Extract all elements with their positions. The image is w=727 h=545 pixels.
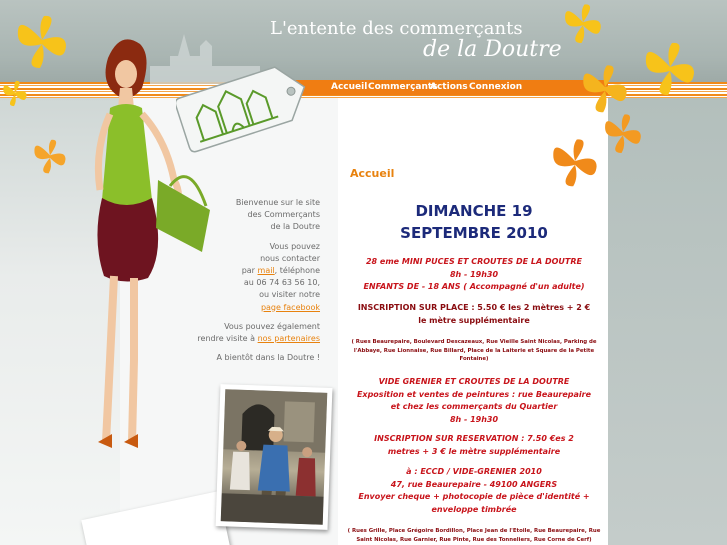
welcome-line: des Commerçants <box>247 210 320 220</box>
visit-line: ou visiter notre <box>259 290 320 300</box>
site-title-line2: de la Doutre <box>423 37 562 62</box>
butterfly-icon <box>0 78 30 108</box>
event-block-reservation: INSCRIPTION SUR RESERVATION : 7.50 €es 2 metres + 3 € le mètre supplémentaire <box>374 434 574 456</box>
partners-link[interactable]: nos partenaires <box>257 334 320 344</box>
event-photo <box>216 384 333 530</box>
facebook-link[interactable]: page facebook <box>260 302 320 312</box>
event-date: DIMANCHE 19 SEPTEMBRE 2010 <box>400 202 548 242</box>
site-title-line1: L'entente des commerçants <box>270 18 523 39</box>
nav-connexion[interactable]: Connexion <box>469 82 523 92</box>
butterfly-icon <box>12 10 72 72</box>
page-title: Accueil <box>350 167 395 180</box>
goodbye-text: A bientôt dans la Doutre ! <box>216 353 320 363</box>
butterfly-icon <box>548 134 602 190</box>
nav-actions[interactable]: Actions <box>430 82 468 92</box>
contact-line: nous contacter <box>260 253 320 263</box>
event-block-puces: 28 eme MINI PUCES ET CROUTES DE LA DOUTRE 8h - 19h30 ENFANTS DE - 18 ANS ( Accompagné d'un adulte) <box>363 257 585 292</box>
mail-link[interactable]: mail <box>257 266 275 276</box>
sidebar <box>190 197 320 364</box>
butterfly-icon <box>600 110 646 156</box>
welcome-line: de la Doutre <box>270 222 320 232</box>
right-background <box>608 98 727 545</box>
phone-number: au 06 74 63 56 10, <box>243 278 320 288</box>
event-block-vide-grenier: VIDE GRENIER ET CROUTES DE LA DOUTRE Exposition et ventes de peintures : rue Beaurepaire et chez les commerçants du Quartier 8h - 19h30 <box>356 377 592 424</box>
event-block-inscription: INSCRIPTION SUR PLACE : 5.50 € les 2 mètres + 2 € le mètre supplémentaire <box>357 303 591 325</box>
contact-line: Vous pouvez <box>269 241 320 251</box>
facebook-line <box>190 302 320 314</box>
event-block-streets: ( Rues Beaurepaire, Boulevard Descazeaux, Rue Vieille Saint Nicolas, Parking de l'Abbaye, Rue Lionnaise, Rue Billard, Place de la Laiterie et Square de la Petite Fontaine) <box>351 339 597 363</box>
butterfly-icon <box>640 36 700 100</box>
nav-accueil[interactable]: Accueil <box>331 82 368 92</box>
welcome-line: Bienvenue sur le site <box>235 198 320 207</box>
event-block-address: à : ECCD / VIDE-GRENIER 2010 47, rue Beaurepaire - 49100 ANGERS Envoyer cheque + photocopie de pièce d'identité + enveloppe timbrée <box>358 467 590 514</box>
butterfly-icon <box>560 0 606 46</box>
partners-link-line: rendre visite à nos partenaires <box>197 334 320 344</box>
butterfly-icon <box>578 60 632 116</box>
event-block-streets-2: ( Rues Grille, Place Grégoire Bordillon, Place Jean de l'Etoile, Rue Beaurepaire, Rue Saint Nicolas, Rue Garnier, Rue Pinte, Rue des Tonneliers, Rue Corne de Cerf) <box>347 528 601 543</box>
butterfly-icon <box>30 136 70 176</box>
crowd-photo-icon <box>221 389 328 524</box>
nav-commercants[interactable]: Commerçants <box>368 82 438 92</box>
partners-line: Vous pouvez également <box>224 321 320 331</box>
contact-mail-line: par mail, téléphone <box>241 266 320 276</box>
